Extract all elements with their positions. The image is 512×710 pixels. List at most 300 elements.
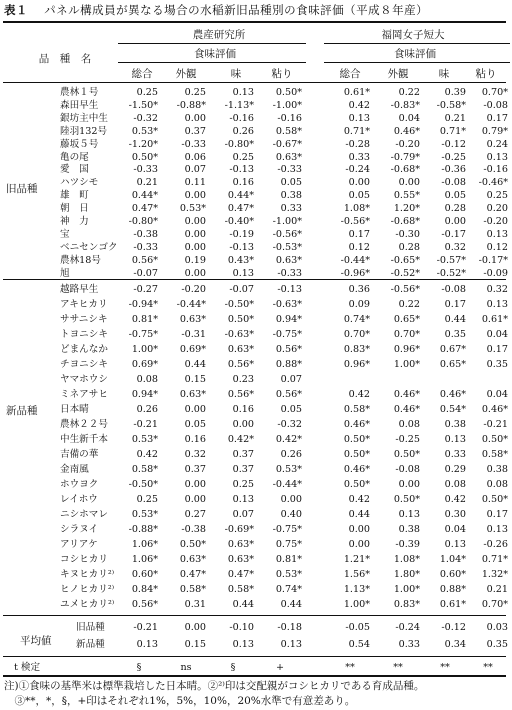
score-cell: 1.00* [393, 584, 420, 595]
score-cell: 0.53* [131, 434, 158, 445]
score-cell: 0.00 [398, 479, 420, 490]
score-cell: -0.33 [277, 164, 302, 176]
variety-name: ハツシモ [60, 177, 99, 189]
table-row [0, 598, 512, 611]
score-cell: -0.07 [133, 267, 158, 279]
score-cell: 0.58* [343, 404, 370, 415]
score-cell: 0.05 [184, 419, 206, 430]
score-cell: -0.44* [176, 299, 206, 310]
col-header: 外観 [175, 68, 197, 80]
score-cell: 0.33 [280, 203, 302, 215]
ttest-cell: § [136, 662, 142, 673]
variety-name: ササニシキ [60, 314, 108, 325]
score-cell: 0.37 [232, 449, 254, 460]
table-row [0, 163, 512, 176]
variety-name: 藤坂５号 [60, 138, 99, 150]
score-cell: 0.17 [444, 299, 466, 310]
table-row [0, 228, 512, 241]
score-cell: 0.61* [481, 314, 508, 325]
group-label-new: 新品種 [6, 405, 38, 417]
score-cell: 0.61* [439, 599, 466, 610]
score-cell: 0.96* [393, 344, 420, 355]
score-cell: 0.07 [280, 374, 302, 385]
variety-name: どまんなか [60, 344, 108, 355]
score-cell: 0.00 [184, 190, 206, 202]
ttest-cell: ** [345, 662, 355, 673]
mean-row-label: 旧品種 [76, 622, 105, 633]
score-cell: 0.25 [184, 87, 206, 98]
score-cell: 0.69* [131, 359, 158, 370]
score-cell: 0.15 [184, 374, 206, 385]
variety-name: ヤマホウシ [60, 374, 108, 385]
score-cell: 0.00 [280, 494, 302, 505]
score-cell: 0.44 [184, 359, 206, 370]
score-cell: 0.56* [227, 359, 254, 370]
score-cell: 0.21 [486, 584, 508, 595]
score-cell: 0.26 [136, 404, 158, 415]
score-cell: 0.96* [343, 359, 370, 370]
score-cell: -0.30 [395, 228, 420, 240]
score-cell: -0.20 [395, 138, 420, 150]
score-cell: 1.06* [131, 539, 158, 550]
score-cell: -0.13 [229, 241, 254, 253]
score-cell: 0.11 [184, 177, 206, 189]
score-cell: 0.63* [275, 254, 302, 266]
table-row [0, 241, 512, 254]
mean-cell: 0.13 [232, 639, 254, 650]
variety-name: ヒノヒカリ²⁾ [60, 584, 115, 595]
table-caption [4, 2, 508, 18]
score-cell: -0.21 [133, 419, 158, 430]
variety-name: 雄 町 [60, 190, 89, 202]
score-cell: 0.53* [275, 464, 302, 475]
score-cell: 0.40 [280, 509, 302, 520]
score-cell: 0.16 [232, 177, 254, 189]
score-cell: 0.00 [232, 419, 254, 430]
score-cell: 0.42 [348, 494, 370, 505]
score-cell: 0.37 [184, 464, 206, 475]
sub-header-1: 食味評価 [194, 48, 236, 60]
mean-row [0, 621, 512, 634]
variety-name: 愛 国 [60, 164, 89, 176]
score-cell: 0.00 [348, 177, 370, 189]
score-cell: -0.36 [441, 164, 466, 176]
variety-name: 森田早生 [60, 99, 99, 111]
score-cell: 0.58* [481, 449, 508, 460]
variety-name: 吉備の華 [60, 449, 99, 460]
score-cell: -0.32 [133, 112, 158, 124]
score-cell: -0.33 [181, 138, 206, 150]
score-cell: 0.25 [136, 87, 158, 98]
score-cell: 0.00 [184, 267, 206, 279]
ttest-row [0, 661, 512, 674]
table-row [0, 202, 512, 215]
score-cell: 1.13* [343, 584, 370, 595]
score-cell: -0.16 [483, 164, 508, 176]
score-cell: -0.75* [272, 524, 302, 535]
table-row [0, 254, 512, 267]
score-cell: 0.00 [348, 524, 370, 535]
score-cell: 0.35 [444, 329, 466, 340]
score-cell: 0.32 [486, 284, 508, 295]
footnote-2: ③**，*，§，+印はそれぞれ1%，5%，10%，20%水準で有意差あり。 [4, 695, 356, 707]
score-cell: 0.75* [275, 539, 302, 550]
score-cell: 0.50* [343, 479, 370, 490]
score-cell: 0.00 [348, 539, 370, 550]
mean-row-label: 新品種 [76, 639, 105, 650]
score-cell: 0.44 [232, 599, 254, 610]
mean-cell: -0.05 [345, 622, 370, 633]
table-row [0, 99, 512, 112]
score-cell: 0.94* [131, 389, 158, 400]
variety-name: ミネアサヒ [60, 389, 108, 400]
variety-name: ニシホマレ [60, 509, 108, 520]
score-cell: -0.40* [224, 216, 254, 227]
score-cell: 0.13 [232, 87, 254, 98]
score-cell: 0.13 [486, 524, 508, 535]
score-cell: 0.63* [227, 554, 254, 565]
score-cell: 0.20 [486, 203, 508, 215]
mean-cell: 0.54 [348, 639, 370, 650]
score-cell: -0.07 [229, 284, 254, 295]
col-header: 総合 [131, 68, 153, 80]
score-cell: 0.50* [227, 314, 254, 325]
score-cell: 0.56* [131, 254, 158, 266]
score-cell: -0.17 [441, 228, 466, 240]
score-cell: 0.08 [444, 479, 466, 490]
variety-name: 中生新千本 [60, 434, 108, 445]
score-cell: -0.44* [340, 254, 370, 266]
score-cell: 0.25 [232, 479, 254, 490]
score-cell: 0.47* [131, 203, 158, 215]
score-cell: -0.13 [277, 284, 302, 295]
col-header: 粘り [271, 68, 293, 80]
table-title: パネル構成員が異なる場合の水稲新旧品種別の食味評価（平成８年産） [44, 3, 429, 17]
score-cell: -1.00* [272, 216, 302, 227]
score-cell: 0.13 [444, 434, 466, 445]
variety-name: 旭 [60, 267, 70, 279]
score-cell: 0.53* [131, 509, 158, 520]
score-cell: 0.71* [481, 554, 508, 565]
score-cell: 0.09 [348, 299, 370, 310]
table-row [0, 358, 512, 371]
variety-name: レイホウ [60, 494, 98, 505]
score-cell: 0.00 [398, 177, 420, 189]
score-cell: 0.13 [486, 151, 508, 163]
score-cell: -0.25 [395, 434, 420, 445]
score-cell: 1.06* [131, 554, 158, 565]
score-cell: -0.19 [229, 228, 254, 240]
sub-underline-1 [118, 62, 306, 63]
body-end-rule [3, 615, 506, 616]
mean-cell: 0.33 [398, 639, 420, 650]
col-header: 粘り [475, 68, 497, 80]
score-cell: 0.33 [444, 449, 466, 460]
table-row [0, 176, 512, 189]
score-cell: -0.38 [181, 524, 206, 535]
score-cell: -0.44* [272, 479, 302, 490]
score-cell: 1.80* [393, 569, 420, 580]
ttest-cell: + [275, 662, 285, 673]
score-cell: -0.79* [390, 151, 420, 163]
score-cell: -0.27 [133, 284, 158, 295]
mean-cell: -0.10 [229, 622, 254, 633]
score-cell: 0.43* [227, 254, 254, 266]
score-cell: 0.00 [184, 479, 206, 490]
score-cell: 0.47* [227, 569, 254, 580]
table-row [0, 583, 512, 596]
score-cell: 0.00 [184, 228, 206, 240]
table-row [0, 283, 512, 296]
table-row [0, 493, 512, 506]
score-cell: 0.38 [486, 464, 508, 475]
table-row [0, 328, 512, 341]
score-cell: -0.16 [277, 112, 302, 124]
score-cell: 0.16 [232, 404, 254, 415]
score-cell: -0.83* [390, 99, 420, 111]
score-cell: 0.42 [348, 389, 370, 400]
score-cell: 0.04 [444, 524, 466, 535]
score-cell: 0.00 [184, 494, 206, 505]
mean-cell: 0.35 [486, 639, 508, 650]
score-cell: 0.50* [343, 434, 370, 445]
col-header: 外観 [387, 68, 409, 80]
score-cell: 0.00 [184, 404, 206, 415]
score-cell: 0.44 [280, 599, 302, 610]
score-cell: -0.75* [128, 329, 158, 340]
score-cell: 0.71* [439, 125, 466, 137]
table-row [0, 568, 512, 581]
variety-name: ホウヨク [60, 479, 99, 490]
score-cell: 0.63* [227, 539, 254, 550]
table-row [0, 189, 512, 202]
score-cell: -0.28 [345, 138, 370, 150]
table-row [0, 508, 512, 521]
mean-cell: 0.03 [486, 622, 508, 633]
score-cell: 0.46* [393, 125, 420, 137]
score-cell: -0.63* [272, 299, 302, 310]
score-cell: 0.26 [280, 449, 302, 460]
score-cell: 0.53* [131, 125, 158, 137]
score-cell: 1.04* [439, 554, 466, 565]
group-underline-2 [324, 43, 510, 44]
score-cell: 0.84* [131, 584, 158, 595]
section-rule [3, 279, 506, 280]
score-cell: 0.05 [280, 177, 302, 189]
table-row [0, 267, 512, 280]
score-cell: 0.47* [179, 569, 206, 580]
col-header: 総合 [339, 68, 361, 80]
col-header: 味 [230, 68, 242, 80]
score-cell: 0.63* [227, 344, 254, 355]
table-row [0, 448, 512, 461]
score-cell: 0.08 [398, 419, 420, 430]
group-underline-1 [118, 43, 306, 44]
score-cell: -0.56* [390, 284, 420, 295]
variety-name: 朝 日 [60, 203, 89, 215]
score-cell: -0.08 [441, 284, 466, 295]
score-cell: -1.00* [272, 99, 302, 111]
score-cell: 0.58* [275, 125, 302, 137]
mean-cell: -0.21 [133, 622, 158, 633]
score-cell: 0.25 [232, 151, 254, 163]
score-cell: -0.69* [224, 524, 254, 535]
score-cell: -0.33 [277, 267, 302, 279]
variety-name: アリアケ [60, 539, 98, 550]
score-cell: 0.42* [227, 434, 254, 445]
score-cell: -0.50* [128, 479, 158, 490]
top-rule [3, 21, 506, 23]
score-cell: -0.46* [478, 177, 508, 189]
score-cell: -0.08 [441, 177, 466, 189]
table-row [0, 433, 512, 446]
variety-name: 農林18号 [60, 254, 101, 266]
ttest-label: t 検定 [14, 662, 41, 673]
score-cell: 0.08 [486, 479, 508, 490]
score-cell: 0.53* [179, 203, 206, 215]
variety-name: アキヒカリ [60, 299, 108, 310]
score-cell: -1.50* [128, 99, 158, 111]
table-row [0, 343, 512, 356]
score-cell: 0.50* [275, 87, 302, 98]
score-cell: 0.05 [280, 404, 302, 415]
score-cell: 0.42 [136, 449, 158, 460]
variety-name: チヨニシキ [60, 359, 108, 370]
ttest-cell: ** [483, 662, 493, 673]
score-cell: 0.46* [481, 404, 508, 415]
score-cell: -0.20 [181, 284, 206, 295]
score-cell: -0.20 [483, 216, 508, 227]
score-cell: 1.56* [343, 569, 370, 580]
variety-name: コシヒカリ [60, 554, 108, 565]
score-cell: 1.00* [393, 359, 420, 370]
table-row [0, 538, 512, 551]
table-row [0, 112, 512, 125]
score-cell: 0.21 [444, 112, 466, 124]
mean-cell: 0.00 [184, 622, 206, 633]
score-cell: 0.50* [481, 494, 508, 505]
score-cell: 0.35 [486, 359, 508, 370]
variety-name: 越路早生 [60, 284, 99, 295]
score-cell: -0.50* [224, 299, 254, 310]
score-cell: 0.42 [444, 494, 466, 505]
table-row [0, 463, 512, 476]
score-cell: -0.08 [395, 464, 420, 475]
score-cell: 0.37 [184, 125, 206, 137]
score-cell: 0.05 [444, 190, 466, 202]
score-cell: 0.63* [179, 314, 206, 325]
score-cell: 0.07 [232, 509, 254, 520]
score-cell: 0.08 [136, 374, 158, 385]
variety-name: 宝 [60, 228, 70, 240]
score-cell: 0.46* [439, 389, 466, 400]
col-header: 味 [438, 68, 450, 80]
score-cell: 0.56* [131, 599, 158, 610]
group-header-nousan: 農産研究所 [192, 29, 246, 41]
score-cell: 1.08* [343, 203, 370, 215]
score-cell: 0.88* [439, 584, 466, 595]
score-cell: -0.80* [224, 138, 254, 150]
score-cell: 0.44* [131, 190, 158, 202]
table-row [0, 403, 512, 416]
score-cell: -0.56* [340, 216, 370, 227]
score-cell: 0.61* [343, 87, 370, 98]
score-cell: 0.69* [179, 344, 206, 355]
score-cell: 0.17 [486, 112, 508, 124]
mean-cell: -0.24 [395, 622, 420, 633]
score-cell: 0.58* [131, 464, 158, 475]
mean-cell: 0.34 [444, 639, 466, 650]
score-cell: 0.42* [275, 434, 302, 445]
score-cell: 0.22 [398, 299, 420, 310]
score-cell: 0.56* [275, 344, 302, 355]
score-cell: 0.16 [184, 434, 206, 445]
score-cell: -0.52* [390, 267, 420, 279]
score-cell: -0.09 [483, 267, 508, 279]
score-cell: -0.56* [272, 228, 302, 240]
score-cell: 0.13 [398, 509, 420, 520]
score-cell: 0.58* [179, 584, 206, 595]
score-cell: 0.29 [444, 464, 466, 475]
variety-name: 農林２２号 [60, 419, 108, 430]
bottom-rule [3, 675, 506, 677]
score-cell: -0.21 [483, 419, 508, 430]
score-cell: 0.70* [343, 329, 370, 340]
score-cell: 0.50* [393, 449, 420, 460]
variety-column-header: 品 種 名 [38, 53, 92, 65]
score-cell: 0.70* [481, 599, 508, 610]
score-cell: -0.88* [176, 99, 206, 111]
sub-underline-2 [324, 62, 510, 63]
score-cell: 0.13 [232, 494, 254, 505]
score-cell: 0.88* [275, 359, 302, 370]
score-cell: 0.36 [348, 284, 370, 295]
mean-cell: 0.15 [184, 639, 206, 650]
ttest-cell: § [230, 662, 236, 673]
score-cell: -0.52* [436, 267, 466, 279]
score-cell: -0.13 [229, 164, 254, 176]
score-cell: 0.12 [348, 241, 370, 253]
mean-row [0, 638, 512, 651]
score-cell: 0.38 [280, 190, 302, 202]
score-cell: 0.19 [184, 254, 206, 266]
score-cell: 0.44 [348, 509, 370, 520]
table-row [0, 86, 512, 99]
score-cell: 0.56* [275, 389, 302, 400]
score-cell: 0.53* [275, 569, 302, 580]
score-cell: 0.25 [486, 190, 508, 202]
score-cell: 0.46* [343, 419, 370, 430]
table-row [0, 215, 512, 228]
score-cell: 0.65* [439, 359, 466, 370]
score-cell: 1.00* [343, 599, 370, 610]
score-cell: 0.54* [439, 404, 466, 415]
mean-cell: -0.12 [441, 622, 466, 633]
score-cell: 0.46* [393, 389, 420, 400]
table-row [0, 418, 512, 431]
score-cell: 0.70* [481, 87, 508, 98]
variety-name: 陸羽132号 [60, 125, 108, 137]
score-cell: -0.65* [390, 254, 420, 266]
score-cell: -1.20* [128, 138, 158, 150]
score-cell: 0.12 [486, 241, 508, 253]
ttest-rule [3, 656, 506, 657]
score-cell: 0.21 [136, 177, 158, 189]
table-row [0, 298, 512, 311]
score-cell: -0.68* [390, 216, 420, 227]
score-cell: 0.56* [227, 389, 254, 400]
score-cell: -1.13* [224, 99, 254, 111]
